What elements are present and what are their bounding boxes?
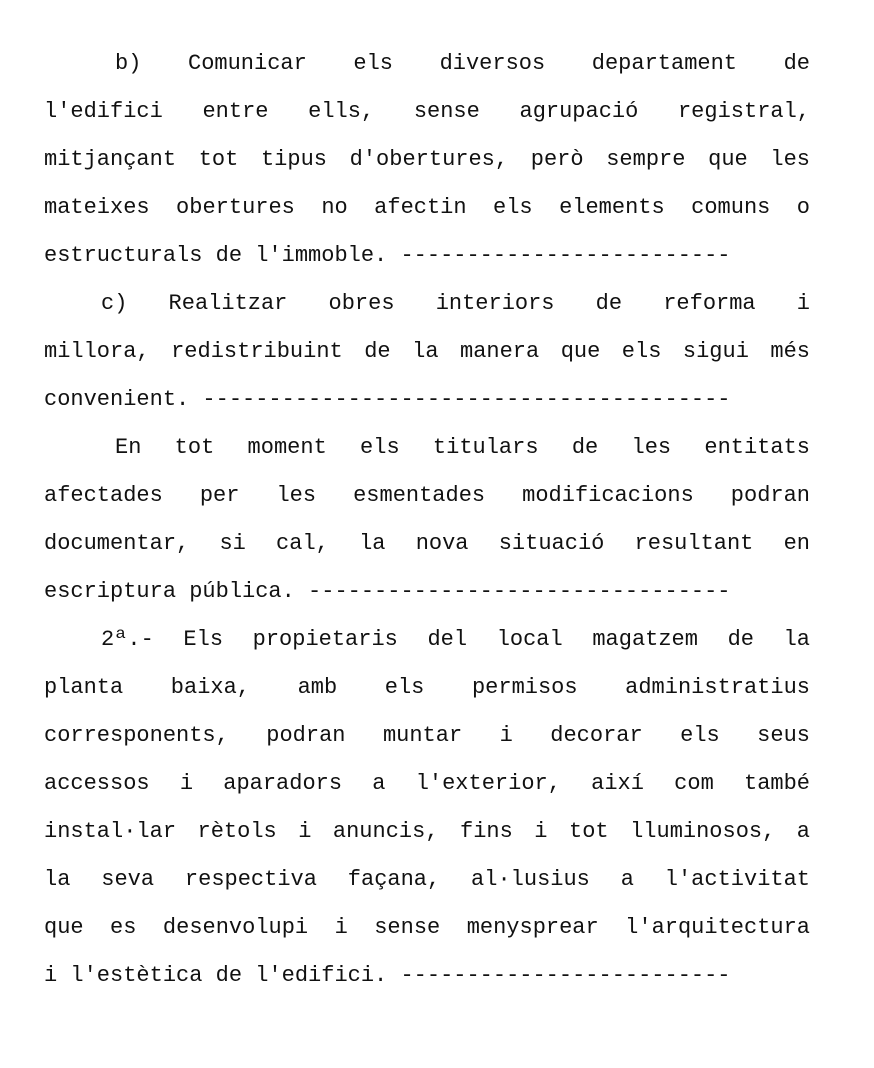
text-line: l'edifici entre ells, sense agrupació registral, — [44, 99, 810, 124]
text-line: escriptura pública. -------------------------------- — [44, 579, 731, 604]
text-line: la seva respectiva façana, al·lusius a l'activitat — [44, 867, 810, 892]
text-line: planta baixa, amb els permisos administratius — [44, 675, 810, 700]
text-line: c) Realitzar obres interiors de reforma i — [101, 291, 810, 316]
text-line: 2ª.- Els propietaris del local magatzem de la — [101, 627, 810, 652]
text-line: millora, redistribuint de la manera que els sigui més — [44, 339, 810, 364]
text-line: convenient. ---------------------------------------- — [44, 387, 731, 412]
text-line: documentar, si cal, la nova situació resultant en — [44, 531, 810, 556]
text-line: i l'estètica de l'edifici. ------------------------- — [44, 963, 731, 988]
text-line: corresponents, podran muntar i decorar els seus — [44, 723, 810, 748]
text-line: que es desenvolupi i sense menysprear l'arquitectura — [44, 915, 810, 940]
text-line: mateixes obertures no afectin els elements comuns o — [44, 195, 810, 220]
document-page — [44, 40, 810, 1000]
text-line: afectades per les esmentades modificacions podran — [44, 483, 810, 508]
text-line: b) Comunicar els diversos departament de — [115, 51, 810, 76]
text-line: instal·lar rètols i anuncis, fins i tot lluminosos, a — [44, 819, 810, 844]
text-line: mitjançant tot tipus d'obertures, però sempre que les — [44, 147, 810, 172]
text-line: En tot moment els titulars de les entitats — [115, 435, 810, 460]
text-line: accessos i aparadors a l'exterior, així com també — [44, 771, 810, 796]
text-line: estructurals de l'immoble. ------------------------- — [44, 243, 731, 268]
